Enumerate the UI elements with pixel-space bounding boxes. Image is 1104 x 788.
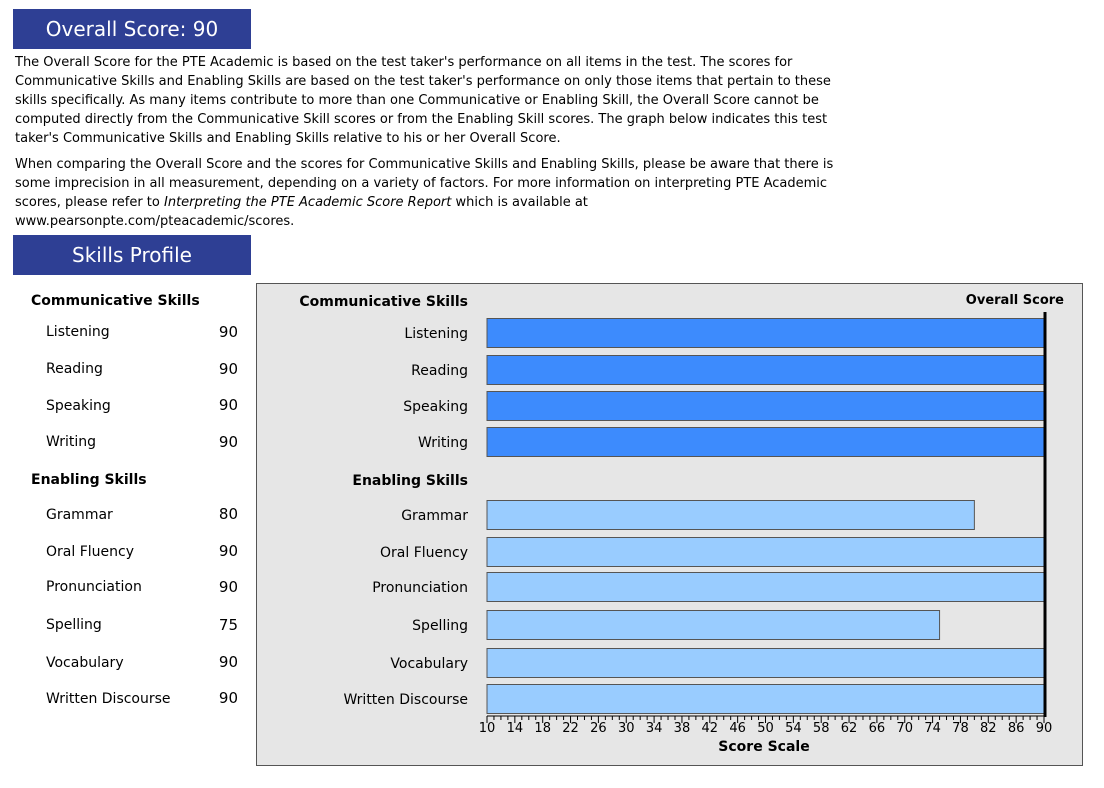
intro-paragraph-1: The Overall Score for the PTE Academic is based on the test taker's performance on all items in the test. The scores for Communicative Skills and Enabling Skills are based on the test taker's performance on only those items that pertain to these skills specifically. As many items contribute to more than one Communicative or Enabling Skill, the Overall Score cannot be computed directly from the Communicative Skill scores or from the Enabling Skill scores. The graph below indicates this test taker's Communicative Skills and Enabling Skills relative to his or her Overall Score. xyxy=(15,55,831,146)
x-tick-label: 54 xyxy=(785,721,802,736)
x-tick-label: 22 xyxy=(562,721,579,736)
bar-category-label: Pronunciation xyxy=(372,580,468,596)
x-tick-label: 14 xyxy=(506,721,524,736)
x-tick-label: 90 xyxy=(1035,721,1053,736)
x-tick-label: 34 xyxy=(645,721,663,736)
list-item-label: Spelling xyxy=(46,617,102,633)
x-axis-title: Score Scale xyxy=(718,739,810,755)
bar-category-label: Writing xyxy=(418,435,468,451)
bar-category-label: Speaking xyxy=(403,399,468,415)
list-item-score: 90 xyxy=(218,396,238,414)
bar-category-label: Spelling xyxy=(412,618,468,634)
bar-category-label: Grammar xyxy=(401,508,468,524)
bar xyxy=(487,392,1044,421)
list-item-score: 90 xyxy=(218,653,238,671)
bar xyxy=(487,611,940,640)
list-item-label: Vocabulary xyxy=(46,655,124,671)
bar xyxy=(487,319,1044,348)
communicative-skills-header: Communicative Skills xyxy=(31,293,200,309)
x-tick-label: 30 xyxy=(617,721,635,736)
x-tick-label: 26 xyxy=(590,721,607,736)
x-tick-label: 74 xyxy=(924,721,941,736)
bar-category-label: Vocabulary xyxy=(390,656,468,672)
list-item-score: 90 xyxy=(218,542,238,560)
list-item-label: Reading xyxy=(46,361,103,377)
bar-category-label: Written Discourse xyxy=(343,692,468,708)
list-item-score: 90 xyxy=(218,689,238,707)
skills-chart-panel xyxy=(256,283,1083,766)
list-item-score: 80 xyxy=(218,505,238,523)
list-item-label: Writing xyxy=(46,434,96,450)
bar-category-label: Oral Fluency xyxy=(380,545,468,561)
x-tick-label: 18 xyxy=(534,721,551,736)
list-item-label: Pronunciation xyxy=(46,579,142,595)
list-item-score: 75 xyxy=(218,616,238,634)
bar xyxy=(487,573,1044,602)
bar xyxy=(487,501,974,530)
list-item-score: 90 xyxy=(218,433,238,451)
overall-score-label: Overall Score xyxy=(965,293,1064,308)
x-tick-label: 38 xyxy=(673,721,691,736)
bar-category-label: Reading xyxy=(411,363,468,379)
skills-profile-title: Skills Profile xyxy=(72,243,192,267)
x-tick-label: 10 xyxy=(478,721,496,736)
list-item-score: 90 xyxy=(218,323,238,341)
list-item-score: 90 xyxy=(218,578,238,596)
bar xyxy=(487,538,1044,567)
x-tick-label: 78 xyxy=(952,721,969,736)
intro-paragraph-2-tail: which is available at www.pearsonpte.com/pteacademic/scores. xyxy=(15,195,588,229)
x-tick-label: 42 xyxy=(701,721,719,736)
intro-paragraph-2 xyxy=(15,155,845,231)
x-tick-label: 46 xyxy=(729,721,746,736)
skills-profile-banner xyxy=(13,235,251,275)
list-item-label: Speaking xyxy=(46,398,111,414)
x-tick-label: 62 xyxy=(840,721,858,736)
overall-score-title: Overall Score: 90 xyxy=(45,17,219,41)
overall-score-banner xyxy=(13,9,251,49)
bar xyxy=(487,356,1044,385)
bar-category-label: Listening xyxy=(404,326,468,342)
skills-bar-chart xyxy=(257,284,1082,765)
chart-group-header: Communicative Skills xyxy=(299,294,468,310)
list-item-label: Oral Fluency xyxy=(46,544,134,560)
x-tick-label: 86 xyxy=(1007,721,1025,736)
bar xyxy=(487,649,1044,678)
intro-paragraph-2-text: When comparing the Overall Score and the scores for Communicative Skills and Enabling Skills, please be aware that there is some imprecision in all measurement, depending on a variety of factors. For more information on interpreting PTE Academic scores, please refer to xyxy=(15,157,834,210)
bar xyxy=(487,428,1044,457)
enabling-skills-header: Enabling Skills xyxy=(31,472,147,488)
list-item-label: Grammar xyxy=(46,507,113,523)
x-tick-label: 66 xyxy=(868,721,886,736)
chart-group-header: Enabling Skills xyxy=(352,473,468,489)
bar xyxy=(487,685,1044,714)
list-item-label: Listening xyxy=(46,324,110,340)
report-title-reference: Interpreting the PTE Academic Score Report xyxy=(164,195,452,210)
list-item-score: 90 xyxy=(218,360,238,378)
x-tick-label: 58 xyxy=(812,721,830,736)
x-tick-label: 70 xyxy=(896,721,914,736)
x-tick-label: 50 xyxy=(757,721,774,736)
list-item-label: Written Discourse xyxy=(46,691,171,707)
x-tick-label: 82 xyxy=(980,721,997,736)
